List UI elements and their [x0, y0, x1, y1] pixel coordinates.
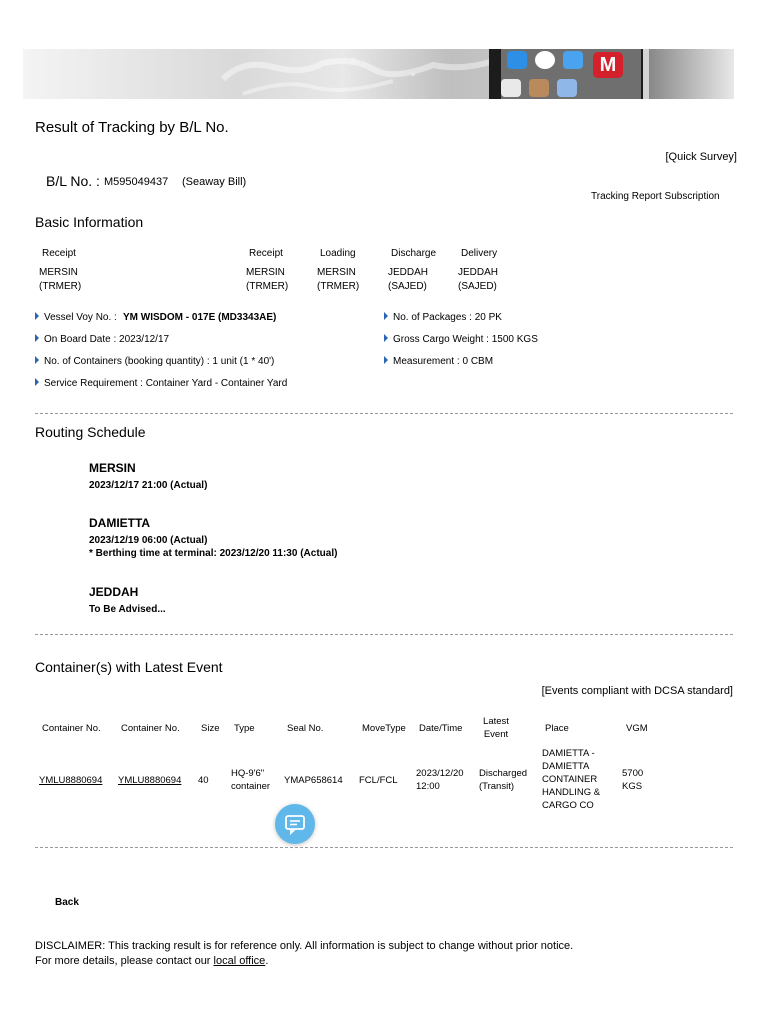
col-header-container-no: Container No.: [121, 723, 180, 734]
route-berthing-time: * Berthing time at terminal: 2023/12/20 11:30 (Actual): [89, 548, 338, 559]
receipt-code: (TRMER): [39, 281, 82, 292]
gross-cargo-weight: Gross Cargo Weight : 1500 KGS: [393, 334, 538, 345]
route-time: 2023/12/19 06:00 (Actual): [89, 535, 208, 546]
col-header-move-type: MoveType: [362, 723, 406, 734]
notes-icon: [501, 79, 521, 97]
bullet-icon: [384, 334, 388, 342]
basic-information-title: Basic Information: [35, 214, 144, 230]
disclaimer-text: DISCLAIMER: This tracking result is for reference only. All information is subject to change without prior notice.: [35, 940, 574, 952]
route-port-damietta: DAMIETTA: [89, 516, 151, 530]
header-banner: [23, 49, 734, 99]
event-date-time: 2023/12/20 12:00: [416, 768, 464, 792]
back-button[interactable]: Back: [55, 897, 79, 908]
vgm-value: 5700 KGS: [622, 768, 644, 792]
col-header-container-no: Container No.: [42, 723, 101, 734]
on-board-date: On Board Date : 2023/12/17: [44, 334, 170, 345]
route-time: 2023/12/17 21:00 (Actual): [89, 480, 208, 491]
banner-fade: [649, 49, 734, 99]
col-header-place: Place: [545, 723, 569, 734]
bullet-icon: [35, 378, 39, 386]
container-number-link[interactable]: YMLU8880694: [39, 775, 103, 786]
bullet-icon: [384, 312, 388, 320]
yang-ming-logo-icon: M: [593, 52, 623, 78]
col-header-receipt: Receipt: [249, 248, 283, 259]
measurement: Measurement : 0 CBM: [393, 356, 494, 367]
section-divider: [35, 413, 733, 414]
delivery-port: JEDDAH: [458, 267, 499, 278]
container-type: HQ-9'6" container: [231, 768, 271, 792]
move-type: FCL/FCL: [359, 775, 398, 786]
loading-code: (TRMER): [317, 281, 360, 292]
bullet-icon: [35, 334, 39, 342]
col-header-delivery: Delivery: [461, 248, 498, 259]
bullet-icon: [35, 356, 39, 364]
col-header-vgm: VGM: [626, 723, 648, 734]
discharge-port: JEDDAH: [388, 267, 429, 278]
col-header-type: Type: [234, 723, 255, 734]
container-number-link[interactable]: YMLU8880694: [118, 775, 182, 786]
route-port-jeddah: JEDDAH: [89, 585, 139, 599]
vessel-voy-value: YM WISDOM - 017E (MD3343AE): [123, 312, 277, 323]
app-icon: [529, 79, 549, 97]
bl-type: (Seaway Bill): [182, 176, 247, 188]
clock-icon: [535, 51, 555, 69]
col-header-receipt: Receipt: [42, 248, 76, 259]
col-header-discharge: Discharge: [391, 248, 437, 259]
app-store-icon: [507, 51, 527, 69]
receipt-port: MERSIN: [39, 267, 78, 278]
contact-suffix: .: [265, 955, 269, 967]
bl-label: B/L No. :: [46, 173, 100, 189]
col-header-seal-no: Seal No.: [287, 723, 324, 734]
number-of-containers: No. of Containers (booking quantity) : 1 unit (1 * 40'): [44, 356, 275, 367]
col-header-loading: Loading: [320, 248, 356, 259]
bullet-icon: [35, 312, 39, 320]
app-icon: [557, 79, 577, 97]
section-divider: [35, 847, 733, 848]
container-size: 40: [198, 775, 209, 786]
mail-icon: [563, 51, 583, 69]
local-office-link[interactable]: local office: [213, 955, 266, 967]
containers-title: Container(s) with Latest Event: [35, 659, 223, 675]
vessel-voy-label: Vessel Voy No. :: [44, 312, 117, 323]
tracking-report-subscription-link[interactable]: Tracking Report Subscription: [591, 191, 720, 202]
chat-bubble-icon: [283, 812, 307, 836]
col-header-latest-event: Latest Event: [483, 716, 509, 740]
receipt-code: (TRMER): [246, 281, 289, 292]
page-title: Result of Tracking by B/L No.: [35, 119, 229, 136]
dcsa-link[interactable]: [Events compliant with DCSA standard]: [541, 685, 733, 697]
chat-button[interactable]: [275, 804, 315, 844]
receipt-port: MERSIN: [246, 267, 285, 278]
contact-line: [35, 955, 268, 967]
latest-event: Discharged (Transit): [479, 768, 528, 792]
col-header-size: Size: [201, 723, 220, 734]
seal-number: YMAP658614: [284, 775, 343, 786]
service-requirement: Service Requirement : Container Yard - Container Yard: [44, 378, 288, 389]
section-divider: [35, 634, 733, 635]
bl-number: M595049437: [104, 176, 169, 188]
event-place: DAMIETTA - DAMIETTA CONTAINER HANDLING & CARGO CO: [542, 748, 601, 811]
loading-port: MERSIN: [317, 267, 356, 278]
route-time: To Be Advised...: [89, 604, 166, 615]
routing-schedule-title: Routing Schedule: [35, 424, 146, 440]
world-map-graphic: [203, 49, 503, 99]
discharge-code: (SAJED): [388, 281, 427, 292]
delivery-code: (SAJED): [458, 281, 497, 292]
number-of-packages: No. of Packages : 20 PK: [393, 312, 502, 323]
quick-survey-link[interactable]: [Quick Survey]: [665, 151, 737, 163]
col-header-date-time: Date/Time: [419, 723, 463, 734]
route-port-mersin: MERSIN: [89, 461, 136, 475]
bullet-icon: [384, 356, 388, 364]
contact-prefix: For more details, please contact our: [35, 955, 214, 967]
